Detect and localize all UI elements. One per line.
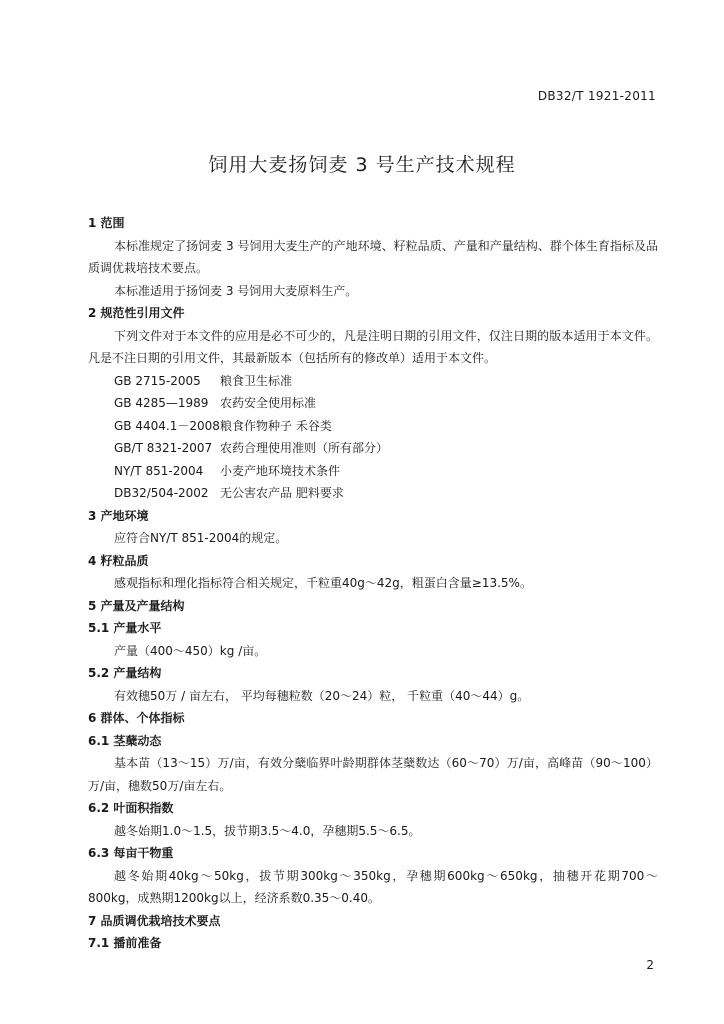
reference-title: 小麦产地环境技术条件	[220, 463, 341, 478]
section-heading: 5.1 产量水平	[88, 621, 162, 635]
paragraph: 本标准规定了扬饲麦 3 号饲用大麦生产的产地环境、籽粒品质、产量和产量结构、群个体生育指标及品质调优栽培技术要点。	[88, 238, 658, 275]
paragraph: 越冬始期40kg～50kg，拔节期300kg～350kg，孕穗期600kg～650kg，抽穗开花期700～800kg，成熟期1200kg以上，经济系数0.35～0.40。	[88, 868, 658, 905]
reference-title: 粮食作物种子 禾谷类	[220, 418, 332, 433]
section-heading: 6.2 叶面积指数	[88, 801, 174, 815]
section-heading: 2 规范性引用文件	[88, 306, 185, 320]
reference-code: GB 2715-2005	[114, 373, 201, 388]
reference-item	[88, 482, 658, 505]
reference-code: GB 4285—1989	[114, 396, 209, 410]
section-heading: 5.2 产量结构	[88, 666, 162, 680]
reference-item	[88, 415, 658, 438]
section-heading: 1 范围	[88, 216, 125, 230]
paragraph: 本标准适用于扬饲麦 3 号饲用大麦原料生产。	[114, 283, 358, 298]
section-heading: 5 产量及产量结构	[88, 598, 185, 613]
section-heading: 4 籽粒品质	[88, 553, 149, 568]
section-heading: 3 产地环境	[88, 508, 149, 523]
reference-item	[88, 370, 658, 393]
standard-code: DB32/T 1921-2011	[537, 89, 656, 103]
paragraph: 感观指标和理化指标符合相关规定，千粒重40g～42g，粗蛋白含量≥13.5%。	[114, 576, 532, 590]
reference-code: GB/T 8321-2007	[114, 441, 213, 455]
reference-item	[88, 437, 658, 460]
paragraph: 产量（400～450）kg /亩。	[114, 643, 267, 658]
reference-title: 粮食卫生标准	[220, 373, 293, 388]
reference-code: NY/T 851-2004	[114, 463, 204, 478]
reference-title: 无公害农产品 肥料要求	[220, 486, 344, 500]
paragraph: 下列文件对于本文件的应用是必不可少的，凡是注明日期的引用文件，仅注日期的版本适用于本文件。凡是不注日期的引用文件，其最新版本（包括所有的修改单）适用于本文件。	[88, 328, 658, 365]
paragraph: 有效穗50万 / 亩左右， 平均每穗粒数（20～24）粒， 千粒重（40～44）g。	[114, 688, 530, 703]
section-heading: 7.1 播前准备	[88, 936, 162, 950]
reference-item	[88, 392, 658, 415]
section-heading: 6.1 茎蘖动态	[88, 733, 162, 748]
paragraph: 越冬始期1.0～1.5，拔节期3.5～4.0，孕穗期5.5～6.5。	[114, 823, 421, 838]
paragraph: 基本苗（13～15）万/亩，有效分蘖临界叶龄期群体茎蘖数达（60～70）万/亩，高峰苗（90～100）万/亩，穗数50万/亩左右。	[88, 756, 658, 793]
paragraph: 应符合NY/T 851-2004的规定。	[114, 531, 288, 545]
document-body	[88, 212, 658, 955]
reference-title: 农药安全使用标准	[220, 396, 317, 410]
section-heading: 6 群体、个体指标	[88, 711, 185, 725]
reference-title: 农药合理使用准则（所有部分）	[220, 441, 389, 455]
reference-code: DB32/504-2002	[114, 486, 209, 500]
document-title: 饲用大麦扬饲麦 3 号生产技术规程	[208, 154, 516, 176]
section-heading: 7 品质调优栽培技术要点	[88, 913, 221, 928]
reference-code: GB 4404.1－2008	[114, 418, 220, 433]
section-heading: 6.3 每亩干物重	[88, 846, 174, 860]
reference-item	[88, 460, 658, 483]
page-number: 2	[646, 958, 654, 972]
